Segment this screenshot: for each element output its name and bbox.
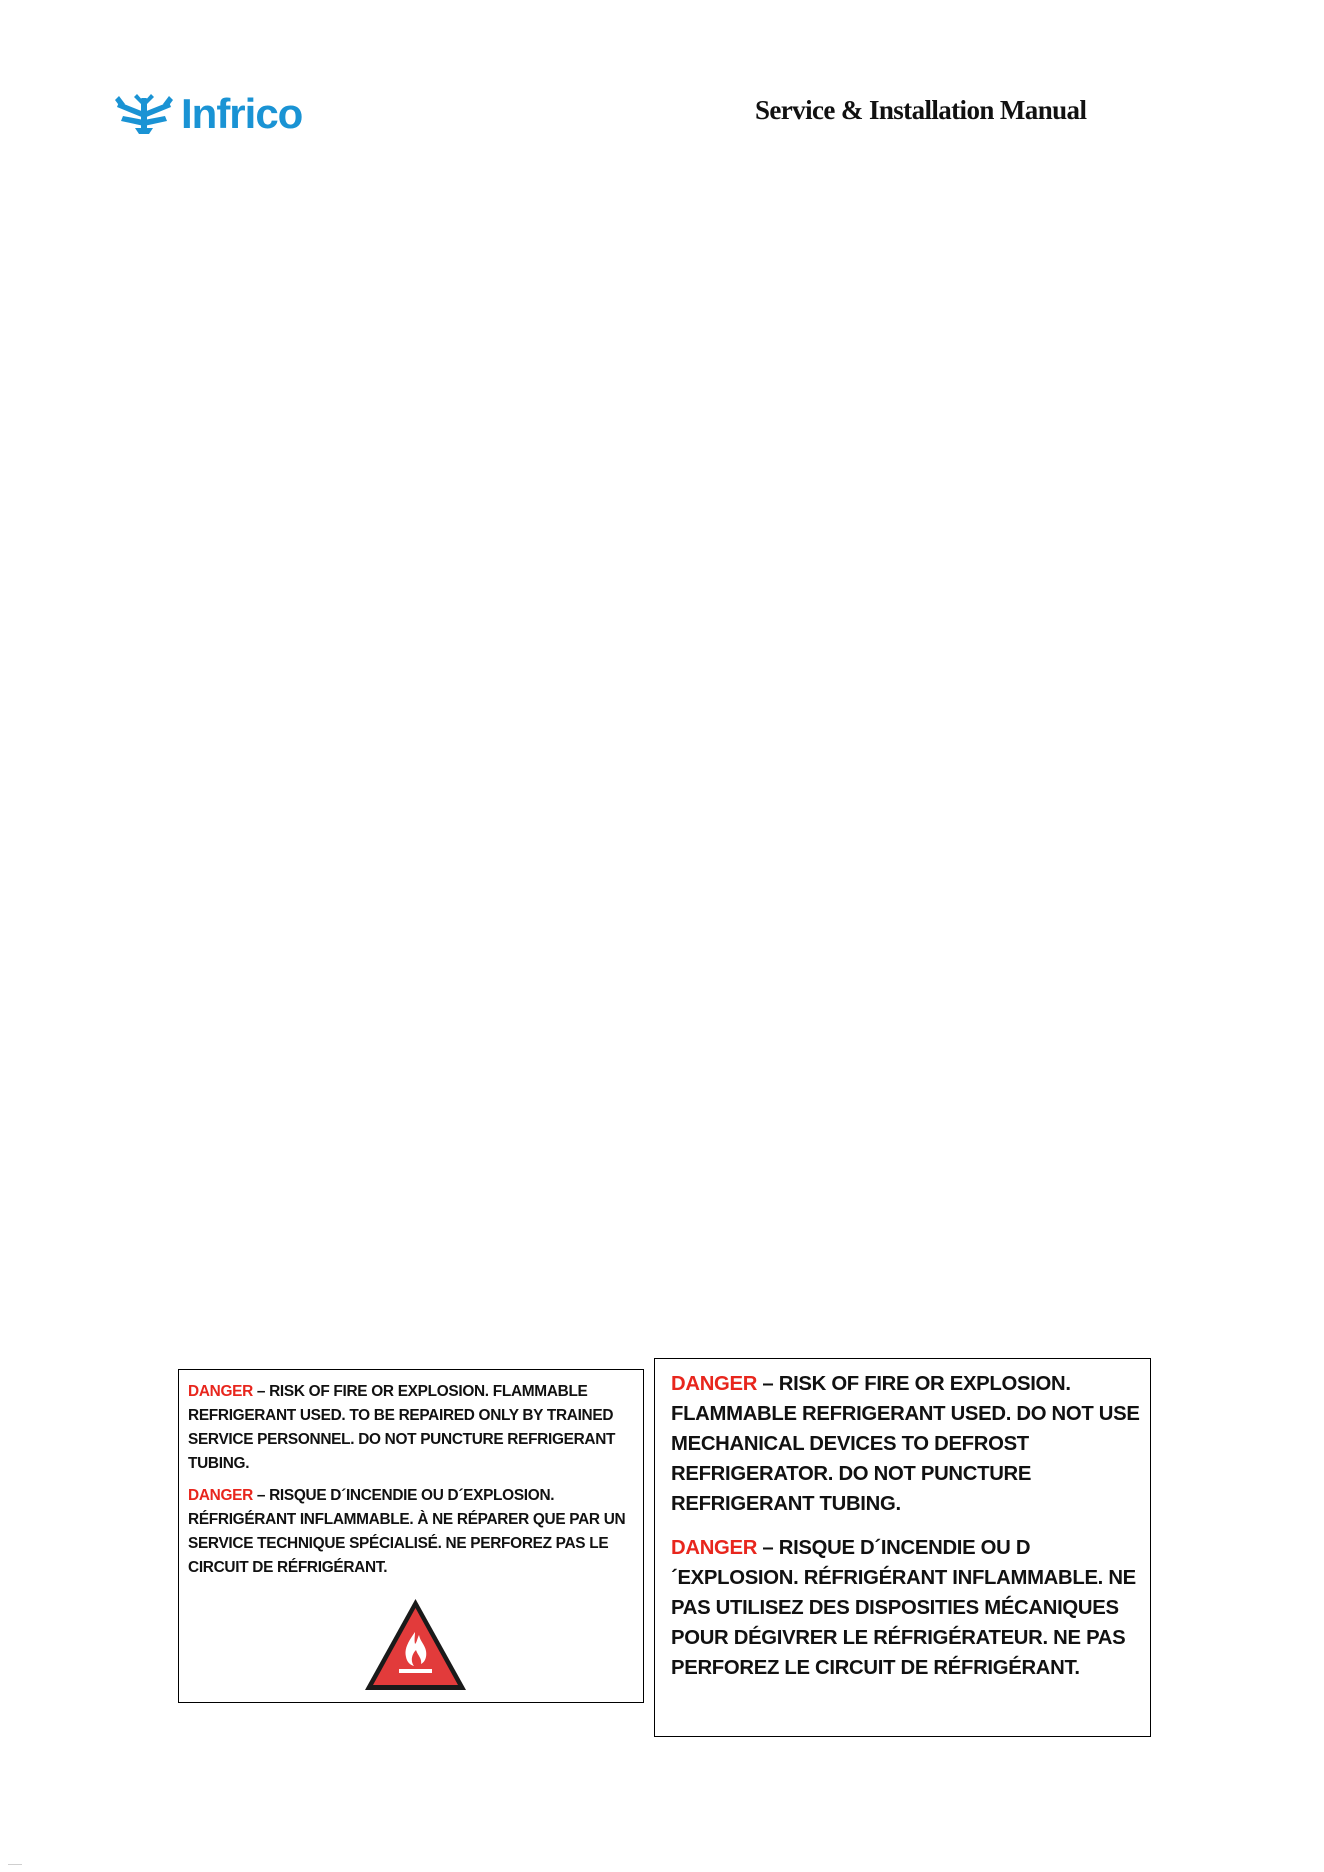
snowflake-crown-logo-icon (113, 94, 175, 134)
warning-text: – RISK OF FIRE OR EXPLOSION. FLAMMABLE REFRIGERANT USED. DO NOT USE MECHANICAL DEVICES TO DEFROST REFRIGERATOR. DO NOT PUNCTURE REFRIGERANT TUBING. (671, 1373, 1140, 1515)
brand-logo (113, 92, 302, 136)
danger-warning-english (671, 1369, 1140, 1519)
danger-warning-french (671, 1533, 1140, 1683)
document-title: Service & Installation Manual (755, 95, 1087, 125)
page-footer-mark (8, 1864, 22, 1869)
brand-name: Infrico (181, 90, 303, 137)
danger-keyword: DANGER (671, 1537, 758, 1559)
danger-warning-english (188, 1380, 635, 1476)
danger-keyword: DANGER (188, 1383, 253, 1400)
warning-text: – RISQUE D´INCENDIE OU D´EXPLOSION. RÉFRIGÉRANT INFLAMMABLE. NE PAS UTILISEZ DES DISPOSITIES MÉCANIQUES POUR DÉGIVRER LE RÉFRIGÉRATEUR. NE PAS PERFOREZ LE CIRCUIT DE RÉFRIGÉRANT. (671, 1537, 1136, 1679)
warning-text: – RISQUE D´INCENDIE OU D´EXPLOSION. RÉFRIGÉRANT INFLAMMABLE. À NE RÉPARER QUE PAR UN SERVICE TECHNIQUE SPÉCIALISÉ. NE PERFOREZ PAS LE CIRCUIT DE RÉFRIGÉRANT. (188, 1487, 626, 1576)
danger-keyword: DANGER (671, 1373, 758, 1395)
danger-label-left (178, 1369, 644, 1703)
flammable-warning-triangle-icon (362, 1596, 469, 1693)
danger-label-right (654, 1358, 1151, 1737)
warning-text: – RISK OF FIRE OR EXPLOSION. FLAMMABLE REFRIGERANT USED. TO BE REPAIRED ONLY BY TRAINED SERVICE PERSONNEL. DO NOT PUNCTURE REFRIGERANT TUBING. (188, 1383, 616, 1472)
danger-keyword: DANGER (188, 1487, 253, 1504)
danger-warning-french (188, 1484, 635, 1580)
page-header (0, 0, 1324, 150)
